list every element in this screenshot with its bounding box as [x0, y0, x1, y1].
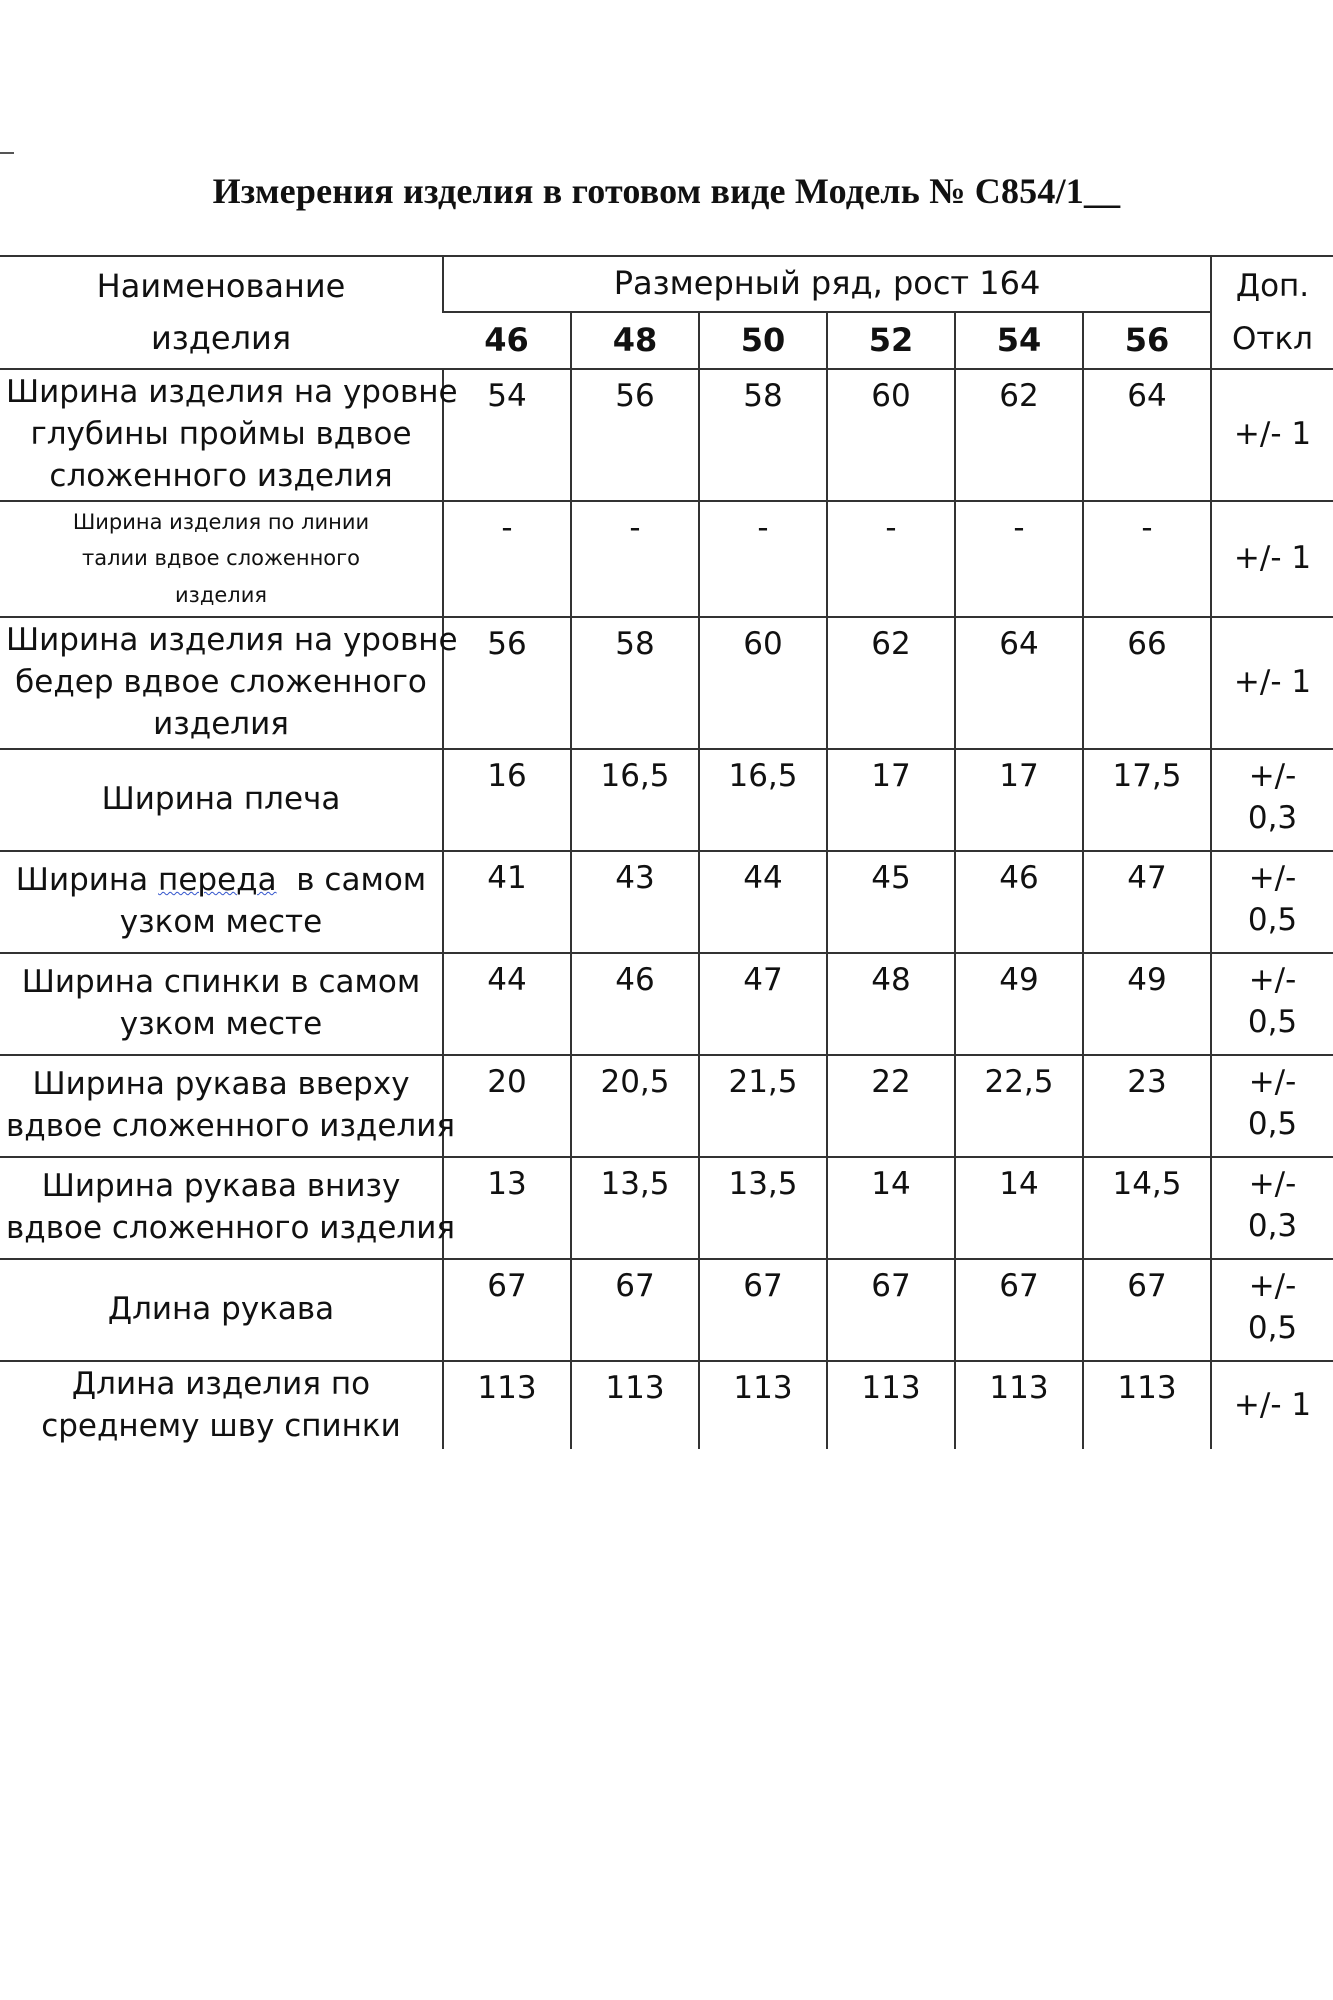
value-cell-size-50: 16,5: [699, 749, 827, 851]
row-name-line: вдвое сложенного изделия: [6, 1107, 456, 1144]
header-name-cell: [0, 256, 443, 369]
value-cell-size-52: 60: [827, 369, 955, 501]
value-cell-size-56: 113: [1083, 1361, 1211, 1450]
value-cell-size-54: 22,5: [955, 1055, 1083, 1157]
value-cell-size-52: -: [827, 501, 955, 617]
tolerance-line: 0,3: [1247, 1207, 1298, 1244]
value-cell-size-46: 67: [443, 1259, 571, 1361]
row-name-line: Ширина рукава внизу: [41, 1167, 401, 1204]
row-name-line: Ширина изделия на уровне: [6, 622, 458, 659]
header-tolerance-line1: Доп.: [1235, 267, 1310, 304]
value-cell-size-54: 67: [955, 1259, 1083, 1361]
header-name-line1: Наименование: [96, 267, 346, 306]
value-cell-size-50: 67: [699, 1259, 827, 1361]
value-cell-size-48: 16,5: [571, 749, 699, 851]
header-size-48: 48: [571, 312, 699, 369]
page-title: Измерения изделия в готовом виде Модель № С854/1__: [212, 171, 1121, 211]
value-cell-size-46: 20: [443, 1055, 571, 1157]
table-row: [0, 953, 1333, 1055]
tolerance-line: 0,5: [1247, 1105, 1298, 1142]
value-cell-size-56: 49: [1083, 953, 1211, 1055]
table-row: [0, 1259, 1333, 1361]
header-size-52: 52: [827, 312, 955, 369]
value-cell-size-50: 44: [699, 851, 827, 953]
row-name-cell: [0, 501, 443, 617]
value-cell-size-54: 46: [955, 851, 1083, 953]
tolerance-cell: [1211, 1361, 1333, 1450]
tolerance-cell: [1211, 1055, 1333, 1157]
row-name-line: Длина рукава: [107, 1290, 335, 1327]
tolerance-line: +/- 1: [1233, 539, 1312, 576]
tolerance-cell: [1211, 369, 1333, 501]
value-cell-size-52: 45: [827, 851, 955, 953]
row-name-line: бедер вдвое сложенного: [15, 663, 427, 700]
tolerance-line: +/-: [1248, 961, 1297, 998]
value-cell-size-52: 17: [827, 749, 955, 851]
value-cell-size-48: 13,5: [571, 1157, 699, 1259]
value-cell-size-48: 58: [571, 617, 699, 749]
tolerance-line: +/-: [1248, 757, 1297, 794]
tolerance-cell: [1211, 617, 1333, 749]
header-row-1: [0, 256, 1333, 312]
value-cell-size-56: 23: [1083, 1055, 1211, 1157]
value-cell-size-50: 21,5: [699, 1055, 827, 1157]
row-name-line: Ширина изделия по линии: [72, 509, 370, 534]
value-cell-size-50: 58: [699, 369, 827, 501]
tolerance-cell: [1211, 501, 1333, 617]
tolerance-line: +/-: [1248, 1267, 1297, 1304]
row-name-cell: [0, 749, 443, 851]
table-row: [0, 851, 1333, 953]
value-cell-size-50: 13,5: [699, 1157, 827, 1259]
value-cell-size-48: 113: [571, 1361, 699, 1450]
value-cell-size-50: -: [699, 501, 827, 617]
row-name-line: Длина изделия по: [71, 1365, 371, 1402]
table-row: [0, 369, 1333, 501]
value-cell-size-50: 47: [699, 953, 827, 1055]
tolerance-cell: [1211, 1259, 1333, 1361]
value-cell-size-46: 44: [443, 953, 571, 1055]
value-cell-size-46: 41: [443, 851, 571, 953]
value-cell-size-56: 64: [1083, 369, 1211, 501]
table-row: [0, 617, 1333, 749]
value-cell-size-54: 49: [955, 953, 1083, 1055]
value-cell-size-46: 56: [443, 617, 571, 749]
value-cell-size-50: 60: [699, 617, 827, 749]
header-tolerance-line2: Откл: [1232, 320, 1313, 357]
corner-dash: [0, 152, 14, 154]
table-row: [0, 501, 1333, 617]
tolerance-line: +/- 1: [1233, 1386, 1312, 1423]
row-name-cell: [0, 617, 458, 749]
row-name-line: сложенного изделия: [49, 457, 393, 494]
row-name-line: Ширина спинки в самом: [21, 963, 421, 1000]
row-name-line: изделия: [175, 583, 267, 608]
value-cell-size-52: 14: [827, 1157, 955, 1259]
row-name-line: Ширина изделия на уровне: [6, 374, 458, 410]
value-cell-size-54: -: [955, 501, 1083, 617]
tolerance-line: +/- 1: [1233, 415, 1312, 452]
header-size-56: 56: [1083, 312, 1211, 369]
value-cell-size-46: 13: [443, 1157, 571, 1259]
value-cell-size-54: 62: [955, 369, 1083, 501]
row-name-line: Ширина рукава вверху: [32, 1065, 410, 1102]
value-cell-size-48: 46: [571, 953, 699, 1055]
tolerance-line: 0,5: [1247, 1309, 1298, 1346]
value-cell-size-56: 17,5: [1083, 749, 1211, 851]
row-name-line: глубины проймы вдвое: [30, 415, 412, 452]
row-name-cell: [0, 953, 443, 1055]
tolerance-line: +/-: [1248, 1063, 1297, 1100]
table-row: [0, 1361, 1333, 1450]
header-tolerance-cell: [1211, 256, 1333, 369]
value-cell-size-56: 14,5: [1083, 1157, 1211, 1259]
table-row: [0, 1055, 1333, 1157]
row-name-line: среднему шву спинки: [41, 1407, 401, 1444]
value-cell-size-52: 62: [827, 617, 955, 749]
row-name-cell: [0, 1055, 456, 1157]
tolerance-line: 0,3: [1247, 799, 1298, 836]
value-cell-size-54: 64: [955, 617, 1083, 749]
value-cell-size-46: 113: [443, 1361, 571, 1450]
row-name-cell: [0, 1361, 443, 1450]
tolerance-cell: [1211, 749, 1333, 851]
tolerance-cell: [1211, 953, 1333, 1055]
tolerance-line: 0,5: [1247, 901, 1298, 938]
value-cell-size-54: 17: [955, 749, 1083, 851]
value-cell-size-50: 113: [699, 1361, 827, 1450]
value-cell-size-48: 67: [571, 1259, 699, 1361]
measurements-table: [0, 255, 1333, 1449]
value-cell-size-52: 113: [827, 1361, 955, 1450]
tolerance-line: 0,5: [1247, 1003, 1298, 1040]
value-cell-size-48: 56: [571, 369, 699, 501]
value-cell-size-52: 22: [827, 1055, 955, 1157]
value-cell-size-54: 14: [955, 1157, 1083, 1259]
table-row: [0, 749, 1333, 851]
row-name-cell: [0, 1259, 443, 1361]
row-name-cell: [0, 369, 458, 501]
value-cell-size-48: 43: [571, 851, 699, 953]
row-name-line: узком месте: [119, 1005, 323, 1042]
value-cell-size-46: 54: [443, 369, 571, 501]
value-cell-size-52: 48: [827, 953, 955, 1055]
value-cell-size-46: -: [443, 501, 571, 617]
value-cell-size-54: 113: [955, 1361, 1083, 1450]
tolerance-line: +/-: [1248, 859, 1297, 896]
row-name-line: Ширина плеча: [101, 780, 341, 817]
header-size-54: 54: [955, 312, 1083, 369]
row-name-line: узком месте: [119, 903, 323, 940]
table-row: [0, 1157, 1333, 1259]
row-name-line: Ширина переда в самом: [15, 861, 427, 898]
row-name-cell: [0, 1157, 456, 1259]
row-name-cell: [0, 851, 443, 953]
value-cell-size-56: 67: [1083, 1259, 1211, 1361]
header-name-line2: изделия: [150, 318, 292, 357]
value-cell-size-52: 67: [827, 1259, 955, 1361]
value-cell-size-56: -: [1083, 501, 1211, 617]
header-size-50: 50: [699, 312, 827, 369]
value-cell-size-46: 16: [443, 749, 571, 851]
value-cell-size-56: 47: [1083, 851, 1211, 953]
value-cell-size-56: 66: [1083, 617, 1211, 749]
row-name-line: талии вдвое сложенного: [81, 546, 361, 571]
tolerance-cell: [1211, 851, 1333, 953]
header-size-range: Размерный ряд, рост 164: [443, 256, 1211, 312]
row-name-line: вдвое сложенного изделия: [6, 1209, 456, 1246]
tolerance-line: +/-: [1248, 1165, 1297, 1202]
header-size-46: 46: [443, 312, 571, 369]
row-name-line: изделия: [153, 705, 289, 742]
value-cell-size-48: 20,5: [571, 1055, 699, 1157]
value-cell-size-48: -: [571, 501, 699, 617]
tolerance-line: +/- 1: [1233, 663, 1312, 700]
tolerance-cell: [1211, 1157, 1333, 1259]
